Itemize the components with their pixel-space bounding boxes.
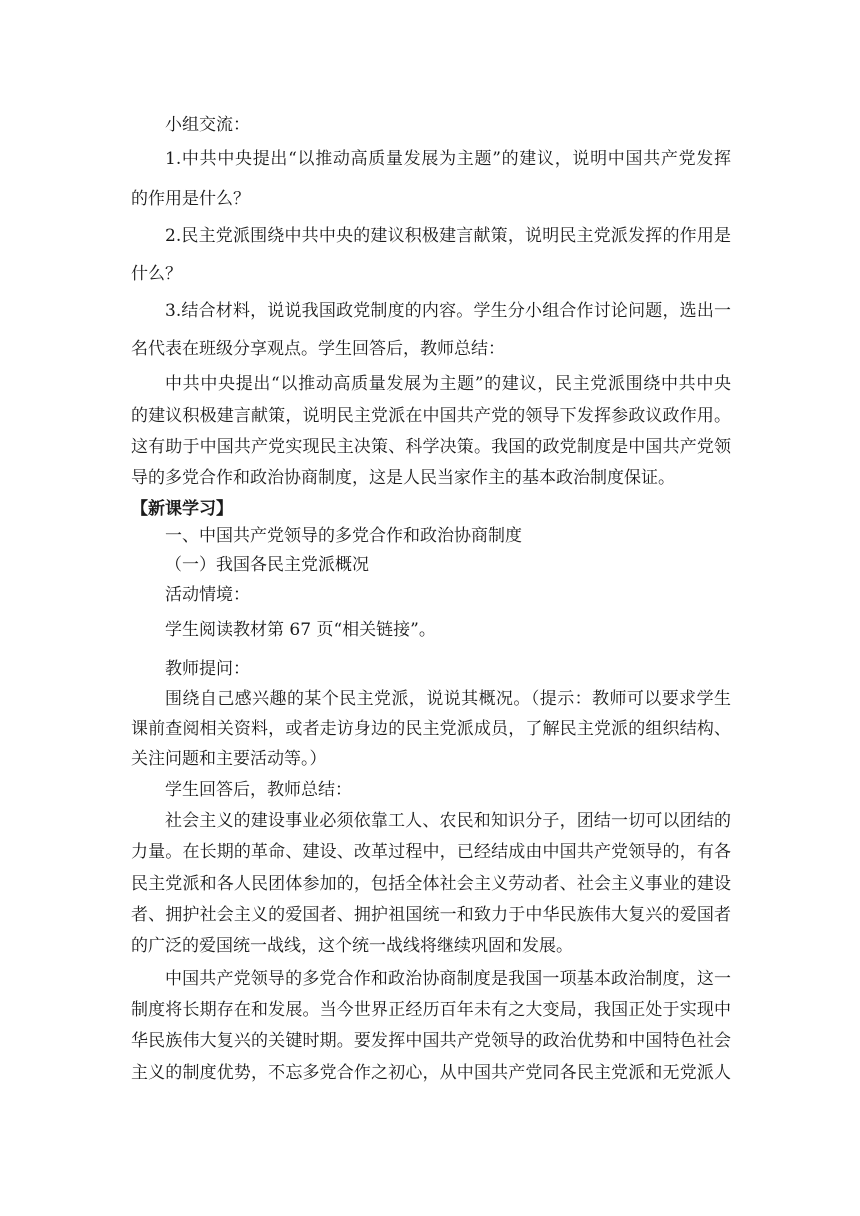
question-2-line-2: 什么？ [131, 264, 182, 284]
section-heading-new-lesson: 【新课学习】 [131, 499, 233, 519]
group-exchange-label: 小组交流： [165, 115, 250, 135]
system-paragraph-line-4: 主义的制度优势，不忘多党合作之初心，从中国共产党同各民主党派和无党派人 [131, 1063, 731, 1083]
system-paragraph-line-2: 制度将长期存在和发展。当今世界正经历百年未有之大变局，我国正处于实现中 [131, 1000, 731, 1020]
teacher-summary-label: 学生回答后，教师总结： [165, 780, 352, 800]
system-paragraph-line-3: 华民族伟大复兴的关键时期。要发挥中国共产党领导的政治优势和中国特色社会 [131, 1031, 731, 1051]
question-2-line-1: 2.民主党派围绕中共中央的建议积极建言献策，说明民主党派发挥的作用是 [165, 226, 731, 246]
question-1-line-1: 1.中共中央提出“以推动高质量发展为主题”的建议，说明中国共产党发挥 [165, 149, 731, 169]
subsection-heading-1-1: （一）我国各民主党派概况 [165, 555, 369, 575]
question-1-line-2: 的作用是什么？ [131, 189, 250, 209]
teacher-question-label: 教师提问： [165, 659, 250, 679]
question-3-line-1: 3.结合材料，说说我国政党制度的内容。学生分小组合作讨论问题，选出一 [165, 301, 731, 321]
summary-paragraph-line-4: 导的多党合作和政治协商制度，这是人民当家作主的基本政治制度保证。 [131, 468, 675, 488]
socialism-paragraph-line-4: 者、拥护社会主义的爱国者、拥护祖国统一和致力于中华民族伟大复兴的爱国者 [131, 905, 731, 925]
socialism-paragraph-line-5: 的广泛的爱国统一战线，这个统一战线将继续巩固和发展。 [131, 936, 573, 956]
summary-paragraph-line-1: 中共中央提出“以推动高质量发展为主题”的建议，民主党派围绕中共中央 [165, 374, 731, 394]
socialism-paragraph-line-1: 社会主义的建设事业必须依靠工人、农民和知识分子，团结一切可以团结的 [165, 811, 731, 831]
teacher-question-line-1: 围绕自己感兴趣的某个民主党派，说说其概况。（提示：教师可以要求学生 [165, 689, 731, 709]
teacher-question-line-3: 关注问题和主要活动等。） [131, 749, 327, 769]
teacher-question-line-2: 课前查阅相关资料，或者走访身边的民主党派成员，了解民主党派的组织结构、 [131, 719, 731, 739]
subsection-heading-1: 一、中国共产党领导的多党合作和政治协商制度 [165, 526, 522, 546]
activity-context-label: 活动情境： [165, 585, 250, 605]
system-paragraph-line-1: 中国共产党领导的多党合作和政治协商制度是我国一项基本政治制度，这一 [165, 969, 731, 989]
socialism-paragraph-line-2: 力量。在长期的革命、建设、改革过程中，已经结成由中国共产党领导的，有各 [131, 842, 731, 862]
activity-context-text: 学生阅读教材第 67 页“相关链接”。 [165, 620, 436, 640]
summary-paragraph-line-3: 这有助于中国共产党实现民主决策、科学决策。我国的政党制度是中国共产党领 [131, 437, 731, 457]
socialism-paragraph-line-3: 民主党派和各人民团体参加的，包括全体社会主义劳动者、社会主义事业的建设 [131, 874, 731, 894]
question-3-line-2: 名代表在班级分享观点。学生回答后，教师总结： [131, 339, 505, 359]
summary-paragraph-line-2: 的建议积极建言献策，说明民主党派在中国共产党的领导下发挥参政议政作用。 [131, 406, 731, 426]
